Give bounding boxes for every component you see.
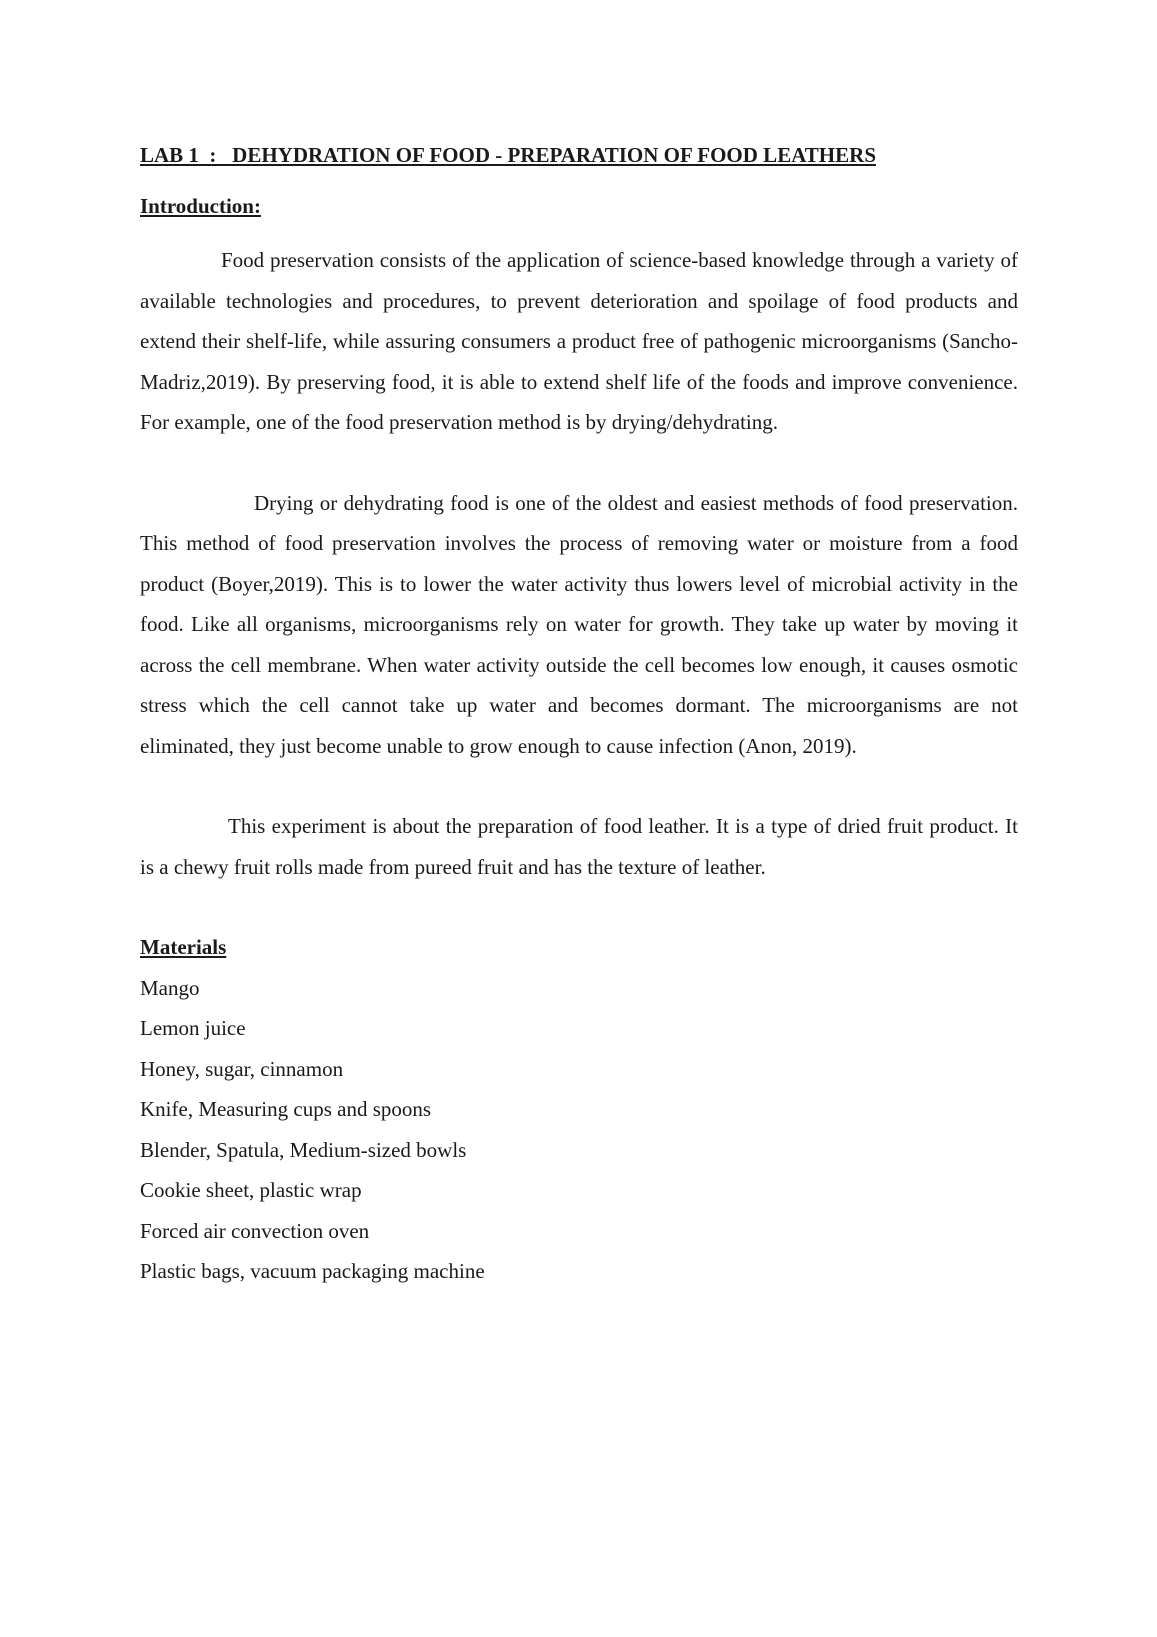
intro-paragraph-1: Food preservation consists of the application of science-based knowledge through a variety of available technologies and procedures, to prevent deterioration and spoilage of food products and extend their shelf-life, while assuring consumers a product free of pathogenic microorganisms (Sancho-Madriz,2019). By preserving food, it is able to extend shelf life of the foods and improve convenience. For example, one of the food preservation method is by drying/dehydrating. bbox=[140, 248, 1018, 434]
list-item: Forced air convection oven bbox=[140, 1218, 370, 1243]
list-item: Plastic bags, vacuum packaging machine bbox=[140, 1259, 485, 1283]
document-page bbox=[140, 138, 1018, 1292]
document-title: LAB 1 : DEHYDRATION OF FOOD - PREPARATION OF FOOD LEATHERS bbox=[140, 143, 876, 167]
list-item: Blender, Spatula, Medium-sized bowls bbox=[140, 1137, 467, 1162]
list-item: Cookie sheet, plastic wrap bbox=[140, 1178, 362, 1202]
list-item: Lemon juice bbox=[140, 1016, 246, 1040]
intro-paragraph-3: This experiment is about the preparation of food leather. It is a type of dried fruit product. It is a chewy fruit rolls made from pureed fruit and has the texture of leather. bbox=[140, 814, 1018, 879]
list-item: Honey, sugar, cinnamon bbox=[140, 1056, 344, 1081]
list-item: Mango bbox=[140, 975, 200, 1000]
materials-heading: Materials bbox=[140, 935, 227, 959]
intro-paragraph-2: Drying or dehydrating food is one of the oldest and easiest methods of food preservation. This method of food preservation involves the process of removing water or moisture from a food product (Boyer,2019). This is to lower the water activity thus lowers level of microbial activity in the food. Like all organisms, microorganisms rely on water for growth. They take up water by moving it across the cell membrane. When water activity outside the cell becomes low enough, it causes osmotic stress which the cell cannot take up water and becomes dormant. The microorganisms are not eliminated, they just become unable to grow enough to cause infection (Anon, 2019). bbox=[140, 490, 1018, 758]
introduction-heading: Introduction: bbox=[140, 194, 261, 218]
list-item: Knife, Measuring cups and spoons bbox=[140, 1097, 432, 1121]
materials-list bbox=[140, 968, 1018, 1292]
